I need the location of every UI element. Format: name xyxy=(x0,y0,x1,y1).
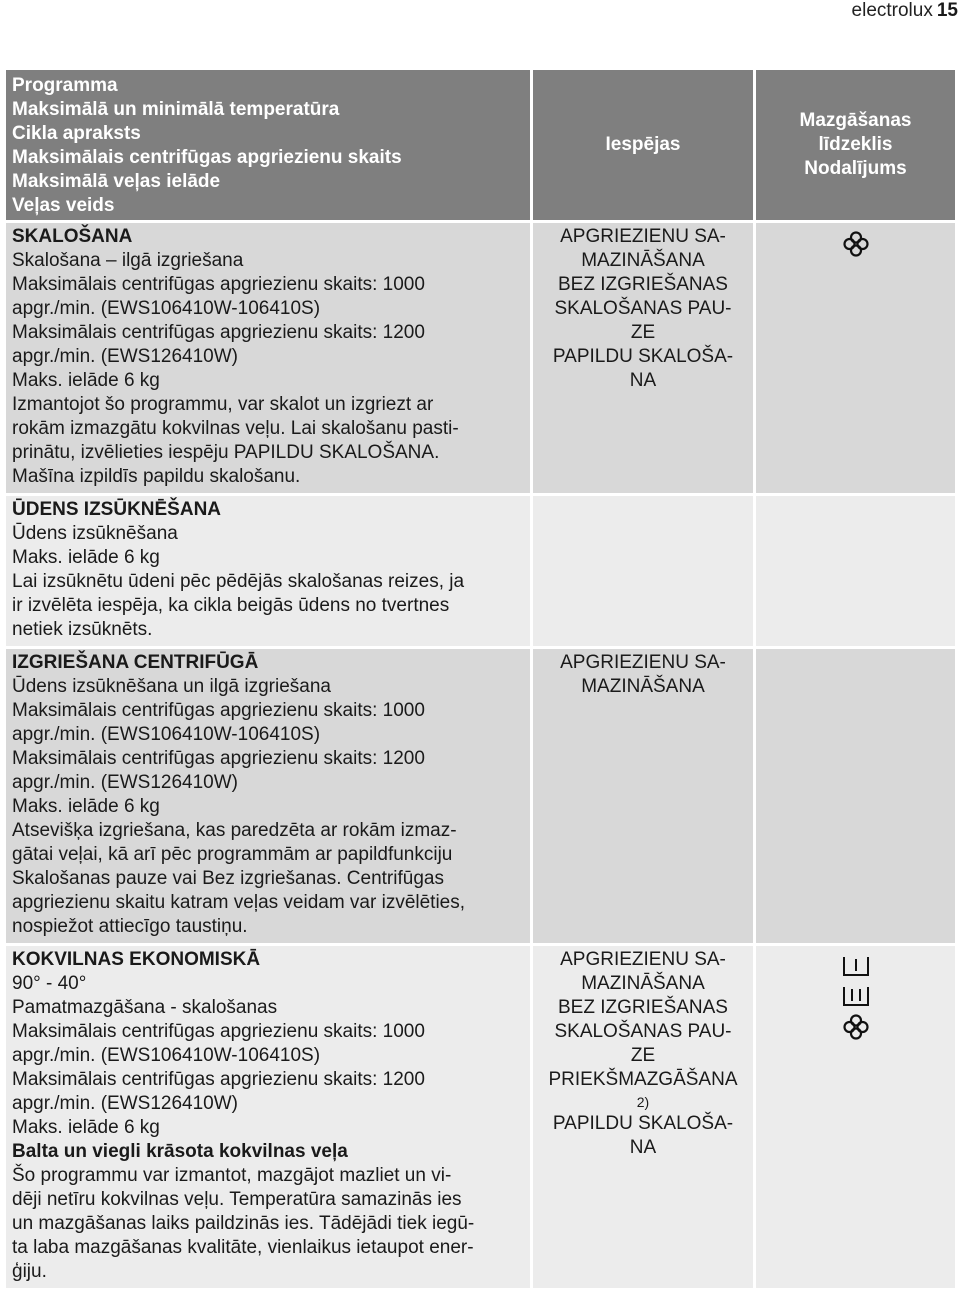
programme-title: SKALOŠANA xyxy=(12,226,133,247)
description-line: Maks. ielāde 6 kg xyxy=(12,547,160,568)
option-line: ZE xyxy=(630,322,656,343)
brand-name: electrolux xyxy=(851,0,933,21)
description-line: Skalošanas pauze vai Bez izgriešanas. Centrifūgas xyxy=(12,868,444,889)
description-line: Skalošana – ilgā izgriešana xyxy=(12,250,244,271)
main-wash-compartment-icon xyxy=(762,984,949,1014)
description-line: 90° - 40° xyxy=(12,973,87,994)
detergent-compartment xyxy=(756,223,955,493)
table-header-row xyxy=(6,70,955,220)
programme-description xyxy=(6,649,530,943)
description-line: Ūdens izsūknēšana xyxy=(12,523,178,544)
description-line: Maksimālais centrifūgas apgriezienu skaits: 1200 xyxy=(12,748,425,769)
fabric-type-heading: Balta un viegli krāsota kokvilnas veļa xyxy=(12,1141,348,1162)
softener-flower-icon xyxy=(762,231,949,261)
description-line: apgr./min. (EWS106410W-106410S) xyxy=(12,1045,321,1066)
programme-options xyxy=(533,223,753,493)
header-line: Maksimālā veļas ielāde xyxy=(12,171,221,192)
programme-options xyxy=(533,496,753,646)
header-programme xyxy=(6,70,530,220)
header-line: Veļas veids xyxy=(12,195,115,216)
option-line: BEZ IZGRIEŠANAS xyxy=(558,997,728,1018)
header-line: Nodalījums xyxy=(804,158,907,179)
option-line: PRIEKŠMAZGĀŠANA xyxy=(548,1069,738,1090)
description-line: nospiežot attiecīgo taustiņu. xyxy=(12,916,248,937)
programme-title: KOKVILNAS EKONOMISKĀ xyxy=(12,949,261,970)
description-line: Mašīna izpildīs papildu skalošanu. xyxy=(12,466,301,487)
page-number: 15 xyxy=(936,0,958,21)
detergent-compartment xyxy=(756,649,955,943)
option-line: ZE xyxy=(630,1045,656,1066)
option-line: PAPILDU SKALOŠA- xyxy=(552,1113,734,1134)
description-line: Lai izsūknētu ūdeni pēc pēdējās skalošanas reizes, ja xyxy=(12,571,465,592)
programme-options xyxy=(533,946,753,1288)
option-line: APGRIEZIENU SA- xyxy=(560,226,726,247)
option-line: SKALOŠANAS PAU- xyxy=(554,298,732,319)
description-line: apgriezienu skaitu katram veļas veidam var izvēlēties, xyxy=(12,892,466,913)
detergent-compartment xyxy=(756,946,955,1288)
description-line: netiek izsūknēts. xyxy=(12,619,153,640)
description-line: Maksimālais centrifūgas apgriezienu skaits: 1200 xyxy=(12,1069,425,1090)
option-line: SKALOŠANAS PAU- xyxy=(554,1021,732,1042)
description-line: Šo programmu var izmantot, mazgājot mazliet un vi- xyxy=(12,1165,452,1186)
description-line: Maksimālais centrifūgas apgriezienu skaits: 1000 xyxy=(12,274,425,295)
description-line: Maksimālais centrifūgas apgriezienu skaits: 1200 xyxy=(12,322,425,343)
header-detergent xyxy=(756,70,955,220)
description-line: apgr./min. (EWS126410W) xyxy=(12,772,238,793)
description-line: Maksimālais centrifūgas apgriezienu skaits: 1000 xyxy=(12,700,425,721)
description-line: prinātu, izvēlieties iespēju PAPILDU SKALOŠANA. xyxy=(12,442,440,463)
description-line: apgr./min. (EWS106410W-106410S) xyxy=(12,724,321,745)
page-header xyxy=(0,0,960,24)
description-line: Atsevišķa izgriešana, kas paredzēta ar rokām izmaz- xyxy=(12,820,457,841)
option-line: MAZINĀŠANA xyxy=(581,250,705,271)
option-line: APGRIEZIENU SA- xyxy=(560,652,726,673)
programme-description xyxy=(6,496,530,646)
table-row xyxy=(6,496,955,646)
description-line: apgr./min. (EWS126410W) xyxy=(12,346,238,367)
table-row xyxy=(6,649,955,943)
description-line: Maksimālais centrifūgas apgriezienu skaits: 1000 xyxy=(12,1021,425,1042)
description-line: ir izvēlēta iespēja, ka cikla beigās ūdens no tvertnes xyxy=(12,595,450,616)
header-options: Iespējas xyxy=(533,70,753,220)
header-line: Maksimālais centrifūgas apgriezienu skaits xyxy=(12,147,402,168)
header-line: Programma xyxy=(12,75,118,96)
description-line: Maks. ielāde 6 kg xyxy=(12,370,160,391)
description-line: rokām izmazgātu kokvilnas veļu. Lai skalošanu pasti- xyxy=(12,418,459,439)
description-line: Ūdens izsūknēšana un ilgā izgriešana xyxy=(12,676,331,697)
option-line: MAZINĀŠANA xyxy=(581,973,705,994)
table-row xyxy=(6,946,955,1288)
description-line: dēji netīru kokvilnas veļu. Temperatūra samazinās ies xyxy=(12,1189,462,1210)
header-line: līdzeklis xyxy=(818,134,893,155)
header-line: Cikla apraksts xyxy=(12,123,141,144)
programme-title: IZGRIEŠANA CENTRIFŪGĀ xyxy=(12,652,259,673)
description-line: Maks. ielāde 6 kg xyxy=(12,796,160,817)
programme-description xyxy=(6,946,530,1288)
description-line: gātai veļai, kā arī pēc programmām ar papildfunkciju xyxy=(12,844,453,865)
softener-flower-icon xyxy=(762,1014,949,1044)
programme-description xyxy=(6,223,530,493)
option-line: PAPILDU SKALOŠA- xyxy=(552,346,734,367)
description-line: Izmantojot šo programmu, var skalot un izgriezt ar xyxy=(12,394,434,415)
detergent-compartment xyxy=(756,496,955,646)
option-line: APGRIEZIENU SA- xyxy=(560,949,726,970)
table-row xyxy=(6,223,955,493)
header-line: Mazgāšanas xyxy=(799,110,912,131)
prewash-compartment-icon xyxy=(762,954,949,984)
option-line: MAZINĀŠANA xyxy=(581,676,705,697)
description-line: Pamatmazgāšana - skalošanas xyxy=(12,997,278,1018)
programme-table xyxy=(3,67,958,1291)
footnote-marker: 2) xyxy=(636,1094,650,1110)
description-line: apgr./min. (EWS126410W) xyxy=(12,1093,238,1114)
description-line: ģiju. xyxy=(12,1261,47,1282)
programme-title: ŪDENS IZSŪKNĒŠANA xyxy=(12,499,222,520)
programme-options xyxy=(533,649,753,943)
description-line: Maks. ielāde 6 kg xyxy=(12,1117,160,1138)
header-line: Maksimālā un minimālā temperatūra xyxy=(12,99,340,120)
option-line: BEZ IZGRIEŠANAS xyxy=(558,274,728,295)
description-line: apgr./min. (EWS106410W-106410S) xyxy=(12,298,321,319)
option-line: NA xyxy=(629,1137,657,1158)
description-line: un mazgāšanas laiks paildzinās ies. Tādējādi tiek iegū- xyxy=(12,1213,475,1234)
option-line: NA xyxy=(629,370,657,391)
description-line: ta laba mazgāšanas kvalitāte, vienlaikus ietaupot ener- xyxy=(12,1237,474,1258)
